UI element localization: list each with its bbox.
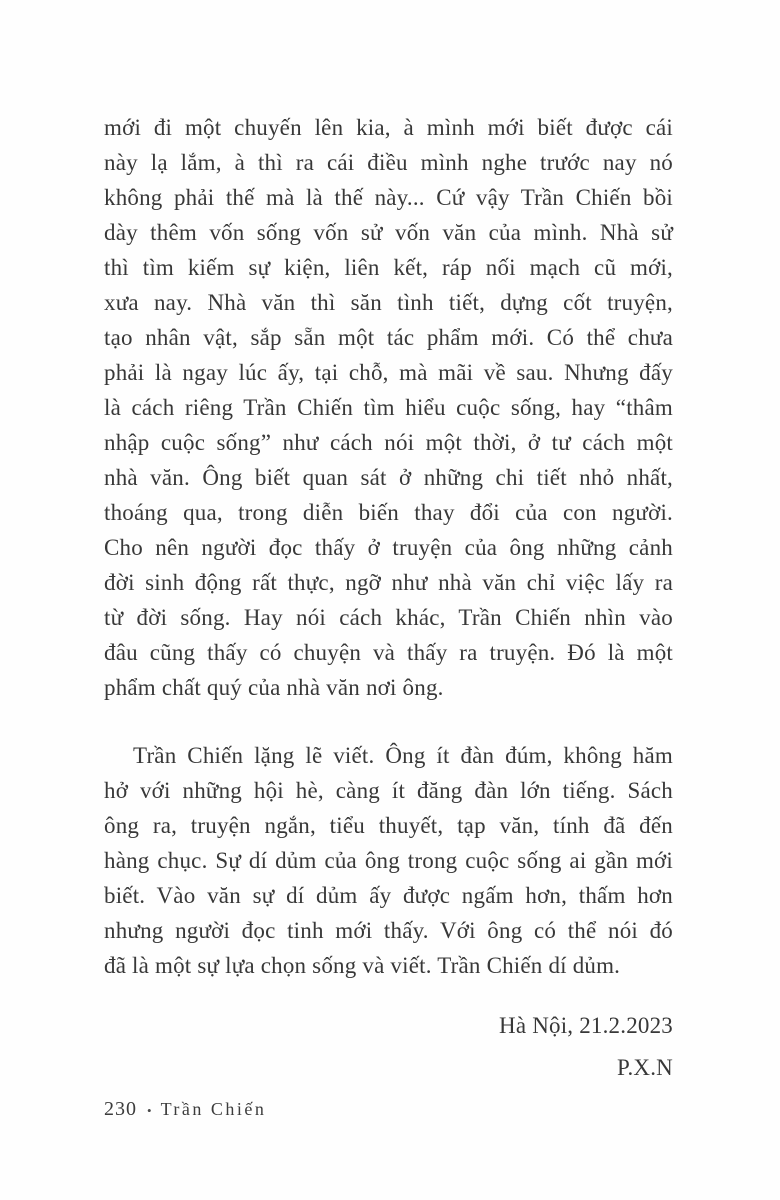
text-line: đâu cũng thấy có chuyện và thấy ra truyện. Đó là một bbox=[104, 640, 673, 665]
text-line: phải là ngay lúc ấy, tại chỗ, mà mãi về sau. Nhưng đấy bbox=[104, 360, 673, 385]
text-line: từ đời sống. Hay nói cách khác, Trần Chiến nhìn vào bbox=[104, 605, 673, 630]
paragraph-2 bbox=[104, 738, 673, 983]
text-line: thì tìm kiếm sự kiện, liên kết, ráp nối mạch cũ mới, bbox=[104, 255, 673, 280]
text-line: tạo nhân vật, sắp sẵn một tác phẩm mới. Có thể chưa bbox=[104, 325, 673, 350]
paragraph-1 bbox=[104, 110, 673, 705]
running-title: Trần Chiến bbox=[160, 1099, 267, 1119]
footer-bullet-separator: • bbox=[147, 1103, 152, 1118]
text-line: này lạ lắm, à thì ra cái điều mình nghe trước nay nó bbox=[104, 150, 673, 175]
page-footer bbox=[104, 1098, 266, 1121]
text-line: đã là một sự lựa chọn sống và viết. Trần Chiến dí dủm. bbox=[104, 953, 621, 978]
text-line: biết. Vào văn sự dí dủm ấy được ngấm hơn, thấm hơn bbox=[104, 883, 673, 908]
page-number: 230 bbox=[104, 1098, 137, 1120]
text-line: phẩm chất quý của nhà văn nơi ông. bbox=[104, 675, 444, 700]
text-block bbox=[104, 110, 673, 1089]
signoff-initials: P.X.N bbox=[617, 1055, 673, 1080]
text-line: nhưng người đọc tinh mới thấy. Với ông có thể nói đó bbox=[104, 918, 673, 943]
text-line: đời sinh động rất thực, ngỡ như nhà văn chỉ việc lấy ra bbox=[104, 570, 673, 595]
text-line: thoáng qua, trong diễn biến thay đổi của con người. bbox=[104, 500, 673, 525]
text-line: hở với những hội hè, càng ít đăng đàn lớn tiếng. Sách bbox=[104, 778, 673, 803]
text-line: mới đi một chuyến lên kia, à mình mới biết được cái bbox=[104, 115, 673, 140]
text-line: hàng chục. Sự dí dủm của ông trong cuộc sống ai gần mới bbox=[104, 848, 673, 873]
text-line: xưa nay. Nhà văn thì săn tình tiết, dựng cốt truyện, bbox=[104, 290, 673, 315]
text-line: ông ra, truyện ngắn, tiểu thuyết, tạp văn, tính đã đến bbox=[104, 813, 673, 838]
text-line: là cách riêng Trần Chiến tìm hiểu cuộc sống, hay “thâm bbox=[104, 395, 673, 420]
signoff-place-date: Hà Nội, 21.2.2023 bbox=[499, 1013, 673, 1038]
signoff-block bbox=[104, 1005, 673, 1089]
text-line: nhà văn. Ông biết quan sát ở những chi tiết nhỏ nhất, bbox=[104, 465, 673, 490]
text-line: dày thêm vốn sống vốn sử vốn văn của mình. Nhà sử bbox=[104, 220, 673, 245]
text-line: Cho nên người đọc thấy ở truyện của ông những cảnh bbox=[104, 535, 673, 560]
text-line: nhập cuộc sống” như cách nói một thời, ở tư cách một bbox=[104, 430, 673, 455]
text-line: Trần Chiến lặng lẽ viết. Ông ít đàn đúm, không hăm bbox=[133, 743, 673, 768]
text-line: không phải thế mà là thế này... Cứ vậy Trần Chiến bồi bbox=[104, 185, 673, 210]
